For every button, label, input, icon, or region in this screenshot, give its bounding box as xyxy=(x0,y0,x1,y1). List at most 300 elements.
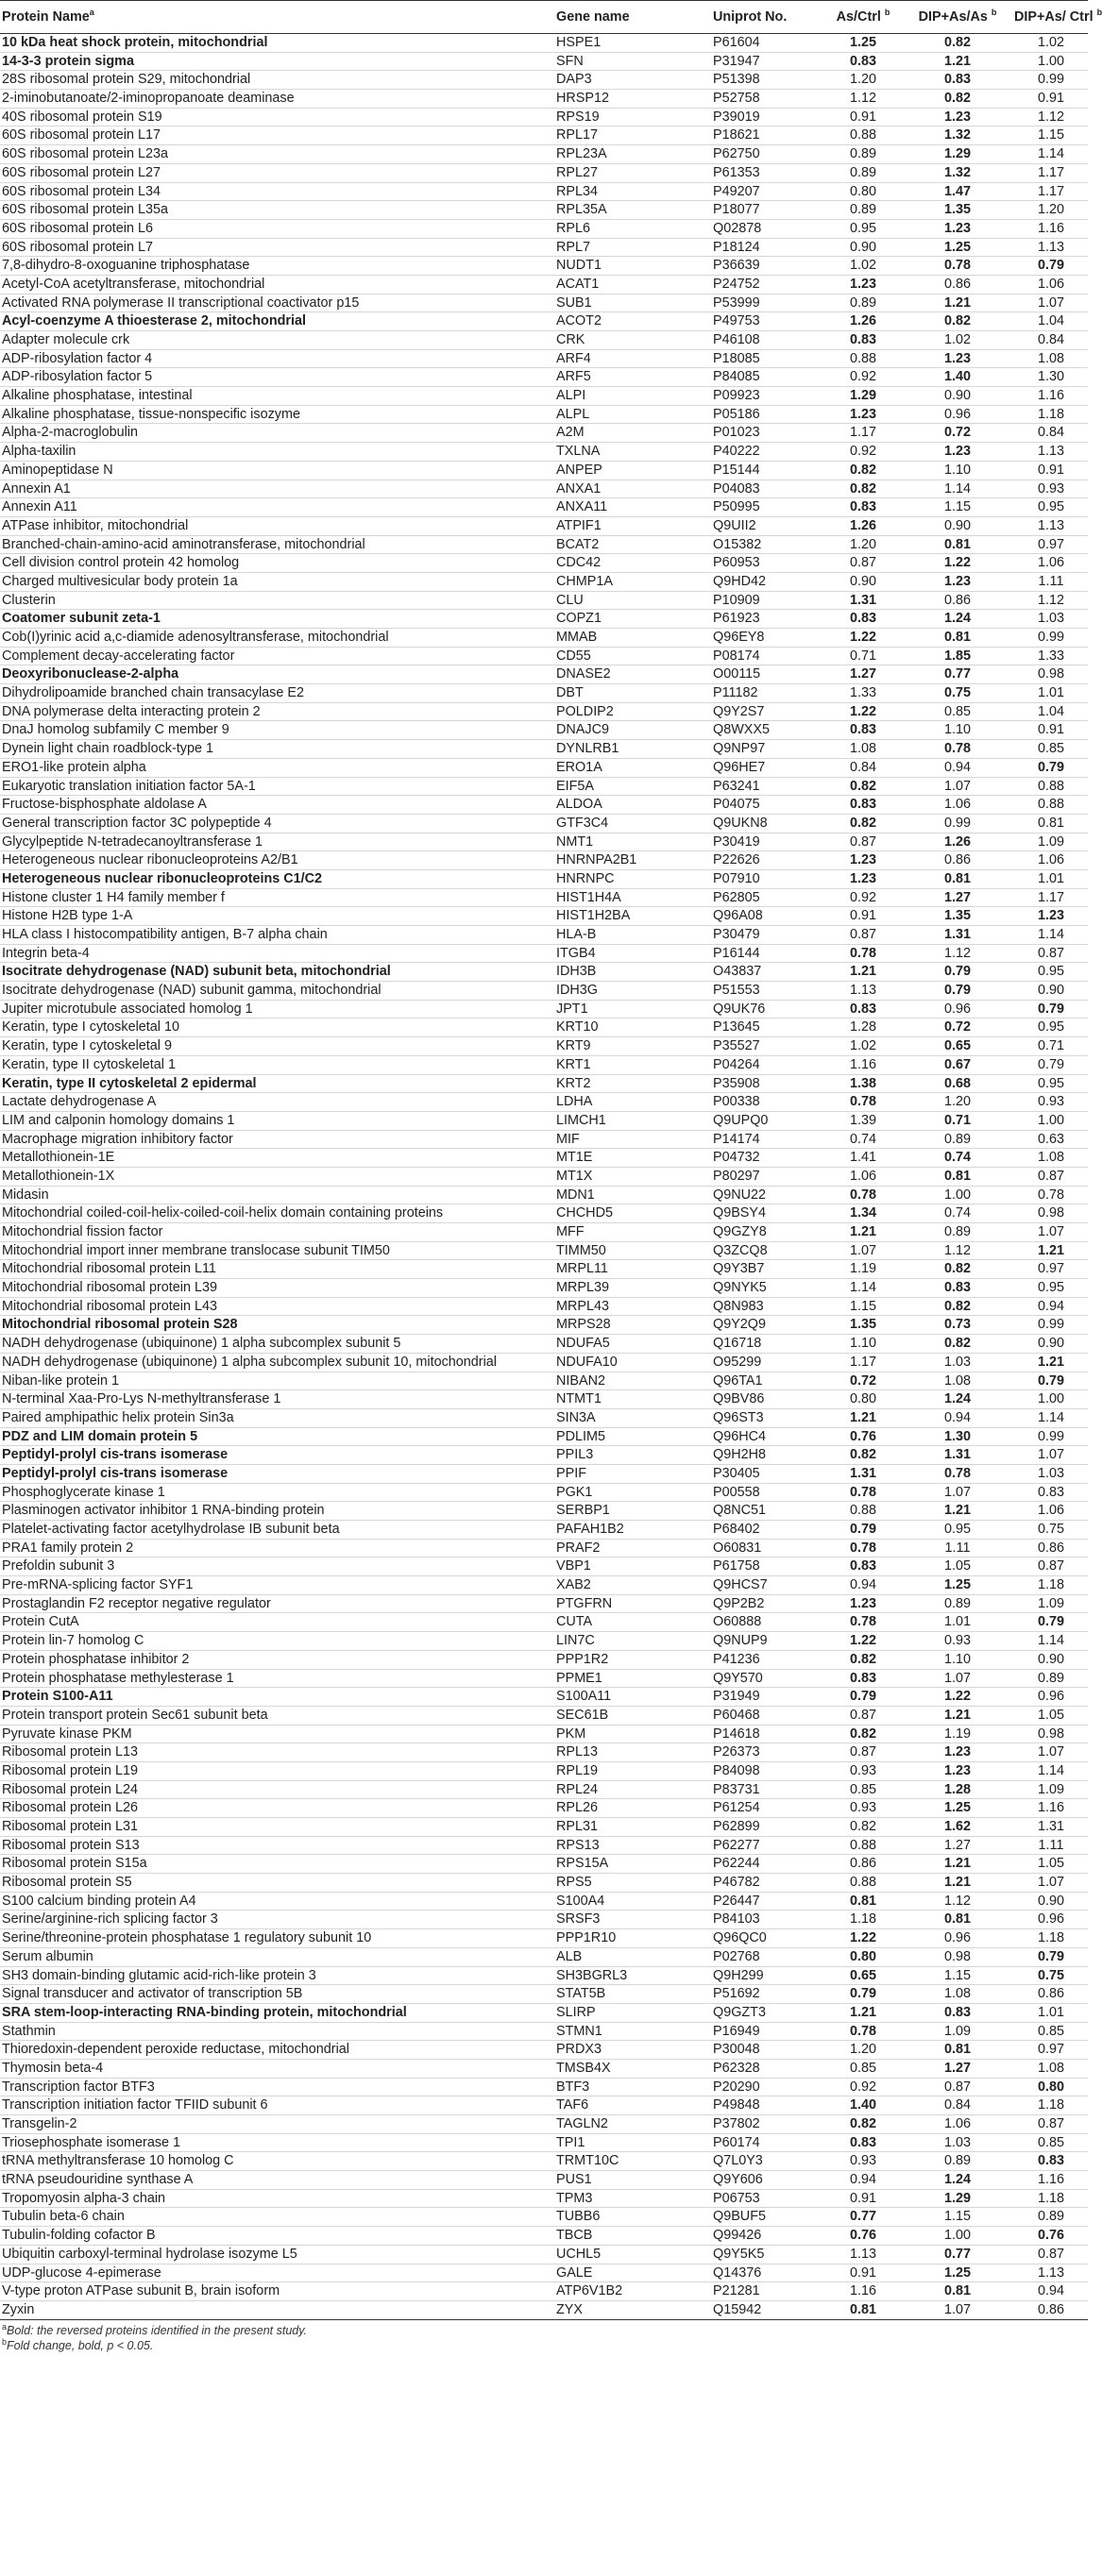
as-ctrl-cell: 0.78 xyxy=(824,2022,901,2041)
table-row xyxy=(0,907,1088,926)
uniprot-cell: P13645 xyxy=(712,1019,824,1037)
dip-as-ctrl-cell: 1.23 xyxy=(1013,907,1088,926)
dip-as-as-cell: 0.93 xyxy=(901,1632,1013,1651)
protein-name-cell: Alkaline phosphatase, intestinal xyxy=(0,387,555,406)
uniprot-cell: Q9P2B2 xyxy=(712,1594,824,1613)
as-ctrl-cell: 0.91 xyxy=(824,108,901,126)
uniprot-cell: P62899 xyxy=(712,1818,824,1837)
uniprot-cell: P61353 xyxy=(712,163,824,182)
dip-as-as-cell: 1.32 xyxy=(901,163,1013,182)
table-row xyxy=(0,591,1088,610)
uniprot-cell: P10909 xyxy=(712,591,824,610)
as-ctrl-cell: 0.89 xyxy=(824,145,901,164)
gene-name-cell: TPI1 xyxy=(555,2133,712,2152)
uniprot-cell: P61923 xyxy=(712,610,824,629)
dip-as-ctrl-cell: 0.75 xyxy=(1013,1521,1088,1540)
as-ctrl-cell: 0.81 xyxy=(824,2300,901,2319)
gene-name-cell: LIN7C xyxy=(555,1632,712,1651)
protein-name-cell: Thymosin beta-4 xyxy=(0,2059,555,2078)
as-ctrl-cell: 0.83 xyxy=(824,1557,901,1576)
table-row xyxy=(0,1297,1088,1316)
dip-as-ctrl-cell: 0.89 xyxy=(1013,2208,1088,2227)
protein-name-cell: tRNA methyltransferase 10 homolog C xyxy=(0,2152,555,2171)
table-row xyxy=(0,1521,1088,1540)
dip-as-ctrl-cell: 1.04 xyxy=(1013,702,1088,721)
gene-name-cell: RPL24 xyxy=(555,1780,712,1799)
dip-as-as-cell: 1.01 xyxy=(901,1613,1013,1632)
uniprot-cell: P04083 xyxy=(712,480,824,498)
as-ctrl-cell: 1.35 xyxy=(824,1316,901,1335)
dip-as-ctrl-cell: 1.17 xyxy=(1013,182,1088,201)
as-ctrl-cell: 1.18 xyxy=(824,1911,901,1929)
gene-name-cell: STAT5B xyxy=(555,1985,712,2004)
dip-as-as-cell: 0.73 xyxy=(901,1316,1013,1335)
dip-as-as-cell: 0.84 xyxy=(901,2096,1013,2115)
dip-as-as-cell: 0.81 xyxy=(901,535,1013,554)
protein-name-cell: 60S ribosomal protein L34 xyxy=(0,182,555,201)
protein-name-cell: UDP-glucose 4-epimerase xyxy=(0,2264,555,2282)
table-row xyxy=(0,1167,1088,1186)
protein-name-cell: Acyl-coenzyme A thioesterase 2, mitochondrial xyxy=(0,312,555,331)
gene-name-cell: ANXA1 xyxy=(555,480,712,498)
table-row xyxy=(0,387,1088,406)
table-row xyxy=(0,1260,1088,1279)
protein-name-cell: ATPase inhibitor, mitochondrial xyxy=(0,516,555,535)
dip-as-as-cell: 1.27 xyxy=(901,888,1013,907)
protein-name-cell: Prostaglandin F2 receptor negative regulator xyxy=(0,1594,555,1613)
uniprot-cell: Q9UK76 xyxy=(712,1000,824,1019)
protein-name-cell: Charged multivesicular body protein 1a xyxy=(0,572,555,591)
dip-as-ctrl-cell: 1.14 xyxy=(1013,145,1088,164)
dip-as-ctrl-cell: 0.88 xyxy=(1013,777,1088,796)
dip-as-as-cell: 0.89 xyxy=(901,1594,1013,1613)
dip-as-ctrl-cell: 1.11 xyxy=(1013,1836,1088,1855)
dip-as-ctrl-cell: 0.99 xyxy=(1013,1316,1088,1335)
gene-name-cell: MIF xyxy=(555,1130,712,1149)
table-row xyxy=(0,2096,1088,2115)
as-ctrl-cell: 0.65 xyxy=(824,1966,901,1985)
gene-name-cell: A2M xyxy=(555,424,712,443)
as-ctrl-cell: 0.88 xyxy=(824,349,901,368)
table-row xyxy=(0,126,1088,145)
protein-name-cell: Ubiquitin carboxyl-terminal hydrolase isozyme L5 xyxy=(0,2245,555,2264)
as-ctrl-cell: 0.83 xyxy=(824,2133,901,2152)
as-ctrl-cell: 1.21 xyxy=(824,2003,901,2022)
table-row xyxy=(0,1502,1088,1521)
as-ctrl-cell: 0.94 xyxy=(824,2171,901,2190)
as-ctrl-cell: 1.31 xyxy=(824,591,901,610)
table-row xyxy=(0,2152,1088,2171)
dip-as-ctrl-cell: 1.07 xyxy=(1013,1223,1088,1242)
dip-as-as-cell: 0.94 xyxy=(901,1408,1013,1427)
as-ctrl-cell: 1.17 xyxy=(824,1353,901,1372)
uniprot-cell: P37802 xyxy=(712,2115,824,2134)
as-ctrl-cell: 0.71 xyxy=(824,647,901,665)
as-ctrl-cell: 1.13 xyxy=(824,2245,901,2264)
table-row xyxy=(0,238,1088,257)
protein-name-cell: Protein transport protein Sec61 subunit beta xyxy=(0,1706,555,1725)
as-ctrl-cell: 0.82 xyxy=(824,2115,901,2134)
dip-as-ctrl-cell: 1.06 xyxy=(1013,554,1088,573)
protein-name-cell: Ribosomal protein L26 xyxy=(0,1799,555,1818)
dip-as-as-cell: 1.21 xyxy=(901,1502,1013,1521)
gene-name-cell: ITGB4 xyxy=(555,944,712,963)
protein-name-cell: Keratin, type II cytoskeletal 1 xyxy=(0,1055,555,1074)
table-row xyxy=(0,163,1088,182)
gene-name-cell: ATPIF1 xyxy=(555,516,712,535)
dip-as-as-cell: 1.23 xyxy=(901,1743,1013,1762)
dip-as-as-cell: 1.21 xyxy=(901,294,1013,312)
gene-name-cell: VBP1 xyxy=(555,1557,712,1576)
gene-name-cell: HSPE1 xyxy=(555,34,712,53)
gene-name-cell: CDC42 xyxy=(555,554,712,573)
protein-name-cell: Peptidyl-prolyl cis-trans isomerase xyxy=(0,1446,555,1465)
uniprot-cell: P00558 xyxy=(712,1483,824,1502)
uniprot-cell: P61604 xyxy=(712,34,824,53)
dip-as-as-cell: 1.14 xyxy=(901,480,1013,498)
protein-name-cell: Phosphoglycerate kinase 1 xyxy=(0,1483,555,1502)
protein-name-cell: Coatomer subunit zeta-1 xyxy=(0,610,555,629)
dip-as-ctrl-cell: 1.01 xyxy=(1013,2003,1088,2022)
dip-as-as-cell: 1.20 xyxy=(901,1093,1013,1112)
dip-as-as-cell: 0.86 xyxy=(901,275,1013,294)
table-row xyxy=(0,1353,1088,1372)
dip-as-as-cell: 1.03 xyxy=(901,2133,1013,2152)
gene-name-cell: NDUFA10 xyxy=(555,1353,712,1372)
uniprot-cell: Q99426 xyxy=(712,2227,824,2246)
as-ctrl-cell: 0.88 xyxy=(824,126,901,145)
as-ctrl-cell: 0.83 xyxy=(824,796,901,815)
as-ctrl-cell: 0.85 xyxy=(824,1780,901,1799)
table-row xyxy=(0,2227,1088,2246)
dip-as-ctrl-cell: 1.16 xyxy=(1013,2171,1088,2190)
protein-name-cell: 60S ribosomal protein L17 xyxy=(0,126,555,145)
gene-name-cell: PGK1 xyxy=(555,1483,712,1502)
uniprot-cell: P83731 xyxy=(712,1780,824,1799)
uniprot-cell: Q7L0Y3 xyxy=(712,2152,824,2171)
dip-as-ctrl-cell: 0.87 xyxy=(1013,944,1088,963)
gene-name-cell: GTF3C4 xyxy=(555,814,712,833)
uniprot-cell: Q9Y2Q9 xyxy=(712,1316,824,1335)
dip-as-ctrl-cell: 1.08 xyxy=(1013,1149,1088,1168)
as-ctrl-cell: 1.25 xyxy=(824,34,901,53)
dip-as-as-cell: 1.31 xyxy=(901,926,1013,945)
uniprot-cell: Q9GZT3 xyxy=(712,2003,824,2022)
protein-name-cell: Activated RNA polymerase II transcriptional coactivator p15 xyxy=(0,294,555,312)
dip-as-as-cell: 0.87 xyxy=(901,2078,1013,2096)
gene-name-cell: MRPL39 xyxy=(555,1279,712,1298)
dip-as-as-cell: 1.23 xyxy=(901,572,1013,591)
uniprot-cell: P62328 xyxy=(712,2059,824,2078)
gene-name-cell: PKM xyxy=(555,1725,712,1743)
table-row xyxy=(0,1019,1088,1037)
uniprot-cell: P05186 xyxy=(712,405,824,424)
dip-as-ctrl-cell: 0.84 xyxy=(1013,424,1088,443)
gene-name-cell: RPS5 xyxy=(555,1874,712,1893)
dip-as-as-cell: 1.22 xyxy=(901,554,1013,573)
dip-as-as-cell: 0.78 xyxy=(901,257,1013,276)
uniprot-cell: Q96A08 xyxy=(712,907,824,926)
gene-name-cell: SRSF3 xyxy=(555,1911,712,1929)
protein-name-cell: Pyruvate kinase PKM xyxy=(0,1725,555,1743)
uniprot-cell: O95299 xyxy=(712,1353,824,1372)
uniprot-cell: P00338 xyxy=(712,1093,824,1112)
as-ctrl-cell: 0.83 xyxy=(824,721,901,740)
table-row xyxy=(0,34,1088,53)
protein-name-cell: Annexin A1 xyxy=(0,480,555,498)
as-ctrl-cell: 0.89 xyxy=(824,201,901,220)
as-ctrl-cell: 0.83 xyxy=(824,331,901,350)
protein-name-cell: Mitochondrial fission factor xyxy=(0,1223,555,1242)
uniprot-cell: Q9HCS7 xyxy=(712,1576,824,1595)
dip-as-as-cell: 1.06 xyxy=(901,2115,1013,2134)
as-ctrl-cell: 0.87 xyxy=(824,833,901,851)
protein-name-cell: PDZ and LIM domain protein 5 xyxy=(0,1427,555,1446)
table-row xyxy=(0,2078,1088,2096)
as-ctrl-cell: 0.78 xyxy=(824,1539,901,1557)
table-row xyxy=(0,201,1088,220)
gene-name-cell: BTF3 xyxy=(555,2078,712,2096)
as-ctrl-cell: 1.40 xyxy=(824,2096,901,2115)
protein-name-cell: SRA stem-loop-interacting RNA-binding protein, mitochondrial xyxy=(0,2003,555,2022)
dip-as-as-cell: 0.82 xyxy=(901,1260,1013,1279)
table-row xyxy=(0,1223,1088,1242)
dip-as-ctrl-cell: 0.91 xyxy=(1013,90,1088,109)
gene-name-cell: ATP6V1B2 xyxy=(555,2282,712,2301)
dip-as-as-cell: 1.00 xyxy=(901,2227,1013,2246)
as-ctrl-cell: 0.92 xyxy=(824,368,901,387)
protein-name-cell: 60S ribosomal protein L23a xyxy=(0,145,555,164)
uniprot-cell: Q96ST3 xyxy=(712,1408,824,1427)
uniprot-cell: P46782 xyxy=(712,1874,824,1893)
as-ctrl-cell: 1.10 xyxy=(824,1335,901,1354)
dip-as-as-cell: 0.96 xyxy=(901,1000,1013,1019)
dip-as-ctrl-cell: 1.14 xyxy=(1013,1408,1088,1427)
uniprot-cell: Q9BUF5 xyxy=(712,2208,824,2227)
protein-name-cell: 60S ribosomal protein L35a xyxy=(0,201,555,220)
protein-name-cell: Mitochondrial ribosomal protein S28 xyxy=(0,1316,555,1335)
uniprot-cell: P26373 xyxy=(712,1743,824,1762)
table-row xyxy=(0,1557,1088,1576)
gene-name-cell: LDHA xyxy=(555,1093,712,1112)
table-row xyxy=(0,1149,1088,1168)
dip-as-ctrl-cell: 1.00 xyxy=(1013,1111,1088,1130)
dip-as-ctrl-cell: 0.79 xyxy=(1013,1372,1088,1390)
table-row xyxy=(0,610,1088,629)
uniprot-cell: P30419 xyxy=(712,833,824,851)
table-row xyxy=(0,480,1088,498)
as-ctrl-cell: 1.21 xyxy=(824,1223,901,1242)
gene-name-cell: KRT10 xyxy=(555,1019,712,1037)
gene-name-cell: S100A4 xyxy=(555,1892,712,1911)
table-row xyxy=(0,1874,1088,1893)
as-ctrl-cell: 1.31 xyxy=(824,1464,901,1483)
table-row xyxy=(0,2003,1088,2022)
table-row xyxy=(0,1335,1088,1354)
as-ctrl-cell: 0.88 xyxy=(824,1874,901,1893)
as-ctrl-cell: 0.79 xyxy=(824,1688,901,1707)
as-ctrl-cell: 0.91 xyxy=(824,2264,901,2282)
dip-as-ctrl-cell: 1.03 xyxy=(1013,610,1088,629)
dip-as-ctrl-cell: 0.83 xyxy=(1013,1483,1088,1502)
gene-name-cell: TBCB xyxy=(555,2227,712,2246)
table-row xyxy=(0,1836,1088,1855)
as-ctrl-cell: 0.82 xyxy=(824,814,901,833)
dip-as-as-cell: 0.82 xyxy=(901,90,1013,109)
gene-name-cell: KRT1 xyxy=(555,1055,712,1074)
gene-name-cell: PPIF xyxy=(555,1464,712,1483)
as-ctrl-cell: 1.22 xyxy=(824,1632,901,1651)
uniprot-cell: P61254 xyxy=(712,1799,824,1818)
dip-as-as-cell: 1.85 xyxy=(901,647,1013,665)
as-ctrl-cell: 0.93 xyxy=(824,1799,901,1818)
protein-name-cell: Heterogeneous nuclear ribonucleoproteins C1/C2 xyxy=(0,869,555,888)
table-row xyxy=(0,1427,1088,1446)
as-ctrl-cell: 1.16 xyxy=(824,1055,901,1074)
uniprot-cell: P04264 xyxy=(712,1055,824,1074)
table-row xyxy=(0,312,1088,331)
dip-as-as-cell: 0.82 xyxy=(901,1297,1013,1316)
gene-name-cell: PAFAH1B2 xyxy=(555,1521,712,1540)
as-ctrl-cell: 0.78 xyxy=(824,1483,901,1502)
uniprot-cell: P04075 xyxy=(712,796,824,815)
dip-as-ctrl-cell: 0.79 xyxy=(1013,1055,1088,1074)
table-row xyxy=(0,1037,1088,1056)
dip-as-as-cell: 0.81 xyxy=(901,629,1013,648)
protein-name-cell: ADP-ribosylation factor 5 xyxy=(0,368,555,387)
uniprot-cell: Q9BV86 xyxy=(712,1390,824,1409)
dip-as-as-cell: 1.24 xyxy=(901,610,1013,629)
protein-name-cell: Jupiter microtubule associated homolog 1 xyxy=(0,1000,555,1019)
dip-as-as-cell: 0.89 xyxy=(901,1223,1013,1242)
dip-as-ctrl-cell: 0.99 xyxy=(1013,629,1088,648)
protein-name-cell: Isocitrate dehydrogenase (NAD) subunit gamma, mitochondrial xyxy=(0,982,555,1001)
gene-name-cell: PRDX3 xyxy=(555,2041,712,2060)
protein-name-cell: Dihydrolipoamide branched chain transacylase E2 xyxy=(0,684,555,703)
dip-as-ctrl-cell: 0.99 xyxy=(1013,1427,1088,1446)
table-row xyxy=(0,982,1088,1001)
protein-name-cell: Aminopeptidase N xyxy=(0,461,555,480)
as-ctrl-cell: 0.83 xyxy=(824,610,901,629)
as-ctrl-cell: 1.20 xyxy=(824,71,901,90)
dip-as-as-cell: 0.79 xyxy=(901,982,1013,1001)
dip-as-as-cell: 1.25 xyxy=(901,1576,1013,1595)
uniprot-cell: P14618 xyxy=(712,1725,824,1743)
dip-as-as-cell: 1.08 xyxy=(901,1985,1013,2004)
as-ctrl-cell: 0.77 xyxy=(824,2208,901,2227)
dip-as-as-cell: 0.81 xyxy=(901,1911,1013,1929)
as-ctrl-cell: 0.72 xyxy=(824,1372,901,1390)
gene-name-cell: TUBB6 xyxy=(555,2208,712,2227)
dip-as-as-cell: 1.23 xyxy=(901,349,1013,368)
as-ctrl-cell: 1.41 xyxy=(824,1149,901,1168)
dip-as-as-cell: 1.21 xyxy=(901,52,1013,71)
as-ctrl-cell: 1.28 xyxy=(824,1019,901,1037)
uniprot-cell: P46108 xyxy=(712,331,824,350)
as-ctrl-cell: 0.88 xyxy=(824,1836,901,1855)
dip-as-as-cell: 0.82 xyxy=(901,312,1013,331)
table-row xyxy=(0,294,1088,312)
gene-name-cell: PPP1R2 xyxy=(555,1650,712,1669)
dip-as-as-cell: 1.24 xyxy=(901,1390,1013,1409)
as-ctrl-cell: 0.91 xyxy=(824,907,901,926)
dip-as-ctrl-cell: 0.80 xyxy=(1013,2078,1088,2096)
protein-name-cell: Cob(I)yrinic acid a,c-diamide adenosyltransferase, mitochondrial xyxy=(0,629,555,648)
gene-name-cell: UCHL5 xyxy=(555,2245,712,2264)
as-ctrl-cell: 0.92 xyxy=(824,443,901,462)
protein-name-cell: S100 calcium binding protein A4 xyxy=(0,1892,555,1911)
gene-name-cell: NTMT1 xyxy=(555,1390,712,1409)
dip-as-as-cell: 0.81 xyxy=(901,2041,1013,2060)
as-ctrl-cell: 1.26 xyxy=(824,312,901,331)
protein-name-cell: Plasminogen activator inhibitor 1 RNA-binding protein xyxy=(0,1502,555,1521)
dip-as-ctrl-cell: 1.09 xyxy=(1013,1594,1088,1613)
protein-name-cell: NADH dehydrogenase (ubiquinone) 1 alpha subcomplex subunit 5 xyxy=(0,1335,555,1354)
as-ctrl-cell: 0.74 xyxy=(824,1130,901,1149)
table-row xyxy=(0,1911,1088,1929)
uniprot-cell: P63241 xyxy=(712,777,824,796)
as-ctrl-cell: 1.34 xyxy=(824,1204,901,1223)
uniprot-cell: Q9BSY4 xyxy=(712,1204,824,1223)
table-row xyxy=(0,1279,1088,1298)
uniprot-cell: O15382 xyxy=(712,535,824,554)
as-ctrl-cell: 1.20 xyxy=(824,2041,901,2060)
dip-as-as-cell: 0.86 xyxy=(901,851,1013,870)
table-row xyxy=(0,52,1088,71)
as-ctrl-cell: 1.23 xyxy=(824,869,901,888)
protein-name-cell: Isocitrate dehydrogenase (NAD) subunit beta, mitochondrial xyxy=(0,963,555,982)
table-row xyxy=(0,1761,1088,1780)
gene-name-cell: S100A11 xyxy=(555,1688,712,1707)
as-ctrl-cell: 0.78 xyxy=(824,1613,901,1632)
protein-name-cell: Paired amphipathic helix protein Sin3a xyxy=(0,1408,555,1427)
protein-name-cell: Tubulin-folding cofactor B xyxy=(0,2227,555,2246)
dip-as-ctrl-cell: 0.93 xyxy=(1013,1093,1088,1112)
table-row xyxy=(0,1855,1088,1874)
dip-as-ctrl-cell: 1.18 xyxy=(1013,1576,1088,1595)
protein-name-cell: Glycylpeptide N-tetradecanoyltransferase 1 xyxy=(0,833,555,851)
dip-as-as-cell: 1.07 xyxy=(901,777,1013,796)
table-row xyxy=(0,796,1088,815)
gene-name-cell: TIMM50 xyxy=(555,1241,712,1260)
dip-as-as-cell: 1.15 xyxy=(901,1966,1013,1985)
table-row xyxy=(0,424,1088,443)
uniprot-cell: P49753 xyxy=(712,312,824,331)
dip-as-ctrl-cell: 0.96 xyxy=(1013,1911,1088,1929)
uniprot-cell: P80297 xyxy=(712,1167,824,1186)
as-ctrl-cell: 1.15 xyxy=(824,1297,901,1316)
as-ctrl-cell: 0.87 xyxy=(824,1706,901,1725)
as-ctrl-cell: 0.80 xyxy=(824,1947,901,1966)
gene-name-cell: CRK xyxy=(555,331,712,350)
gene-name-cell: NIBAN2 xyxy=(555,1372,712,1390)
dip-as-ctrl-cell: 1.12 xyxy=(1013,108,1088,126)
dip-as-as-cell: 1.02 xyxy=(901,331,1013,350)
protein-name-cell: Ribosomal protein L24 xyxy=(0,1780,555,1799)
protein-name-cell: Lactate dehydrogenase A xyxy=(0,1093,555,1112)
dip-as-as-cell: 0.85 xyxy=(901,702,1013,721)
protein-name-cell: ADP-ribosylation factor 4 xyxy=(0,349,555,368)
gene-name-cell: NUDT1 xyxy=(555,257,712,276)
dip-as-ctrl-cell: 1.13 xyxy=(1013,516,1088,535)
dip-as-as-cell: 0.90 xyxy=(901,387,1013,406)
dip-as-as-cell: 1.23 xyxy=(901,108,1013,126)
table-row xyxy=(0,2171,1088,2190)
protein-name-cell: Triosephosphate isomerase 1 xyxy=(0,2133,555,2152)
dip-as-ctrl-cell: 0.93 xyxy=(1013,480,1088,498)
as-ctrl-cell: 0.87 xyxy=(824,1743,901,1762)
gene-name-cell: SLIRP xyxy=(555,2003,712,2022)
